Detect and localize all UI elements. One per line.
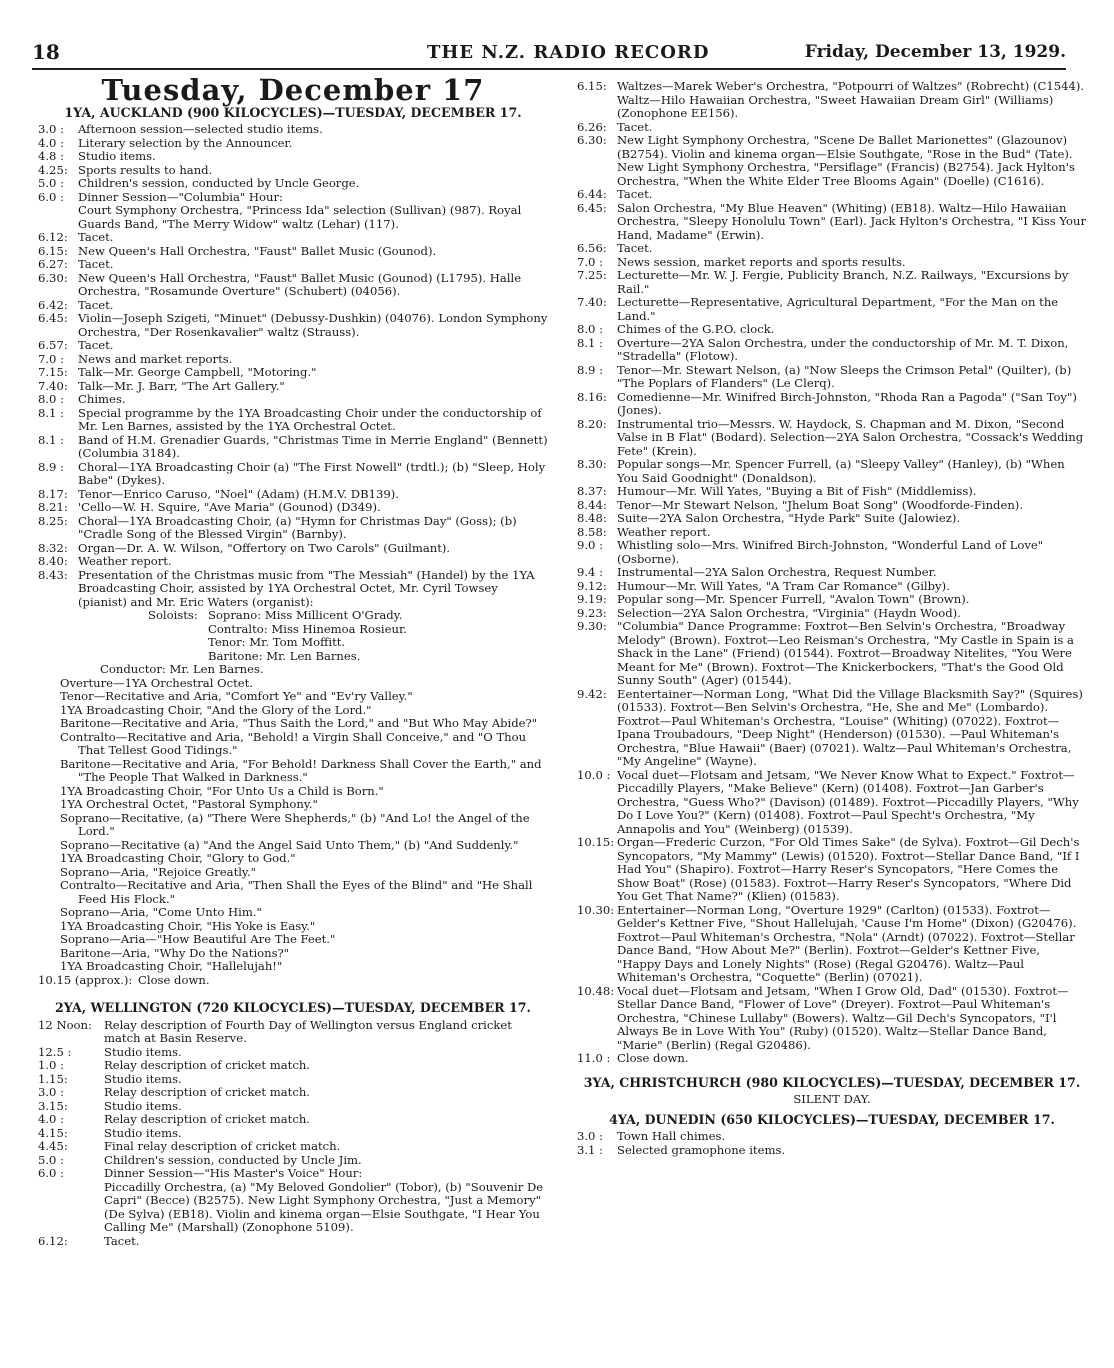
item-time: 7.40: [38,378,68,393]
messiah-item: Contralto—Recitative and Aria, "Then Shall the Eyes of the Blind" and "He Shall Feed His Flock." [60,878,533,906]
item-description: Relay description of cricket match. [104,1085,310,1099]
soloist: Baritone: Mr. Len Barnes. [208,648,361,663]
programme-item [38,123,548,137]
messiah-item: 1YA Broadcasting Choir, "Hallelujah!" [60,959,283,973]
soloist: Tenor: Mr. Tom Moffitt. [208,635,346,649]
item-description: Afternoon session—selected studio items. [78,122,323,136]
item-description: Relay description of cricket match. [104,1058,310,1072]
programme-item [577,836,1087,904]
item-time: 12.5 : [38,1044,72,1059]
item-time: 6.0 : [38,189,65,204]
item-time: 3.0 : [577,1129,604,1143]
item-description: New Light Symphony Orchestra, "Scene De Ballet Marionettes" (Glazounov) (B2754). Violin and kinema organ—Elsie Southgate, "Rose in the Bud" (Tate). New Light Symphony Orchestra, "Persiflage" (Francis) (B2754). Jack Hylton's Orchestra, "When the White Elder Tree Blooms Again" (Doelle) (C1616). [617,133,1075,188]
programme-item [577,337,1087,364]
programme-item [38,461,548,488]
programme-item [577,242,1087,256]
item-time: 4.0 : [38,1112,65,1126]
item-description: "Columbia" Dance Programme: Foxtrot—Ben Selvin's Orchestra, "Broadway Melody" (Brown). Foxtrot—Leo Reisman's Orchestra, "My Castle in Spain is a Shack in the Lane" (Friend) (01544). Foxtrot—Broadway Nitelites, "You Were Meant for Me" (Brown). Foxtrot—The Knickerbockers, "That's the Good Old Sunny South" (Ager) (01544). [617,619,1074,687]
item-description: Presentation of the Christmas music from "The Messiah" (Handel) by the 1YA Broadcasting Choir, assisted by 1YA Orchestral Octet, Mr. Cyril Towsey (pianist) and Mr. Eric Waters (organist): [78,567,535,609]
item-description: Relay description of cricket match. [104,1112,310,1126]
item-description: Final relay description of cricket match. [104,1139,341,1153]
item-description: Studio items. [78,149,156,163]
item-time: 11.0 : [577,1051,611,1065]
messiah-item: Baritone—Recitative and Aria, "Thus Saith the Lord," and "But Who May Abide?" [60,716,538,730]
item-time: 8.30: [577,457,607,471]
messiah-item: 1YA Broadcasting Choir, "Glory to God." [60,851,296,865]
item-time: 9.12: [577,578,607,593]
programme-item [38,393,548,407]
messiah-item: 1YA Orchestral Octet, "Pastoral Symphony." [60,797,318,811]
programme-item [38,1127,548,1141]
item-description: Choral—1YA Broadcasting Choir, (a) "Hymn for Christmas Day" (Goss); (b) "Cradle Song of the Blessed Virgin" (Barnby). [78,513,517,541]
item-time: 9.23: [577,605,607,620]
item-description: News session, market reports and sports results. [617,254,906,269]
item-description: Eentertainer—Norman Long, "What Did the Village Blacksmith Say?" (Squires) (01533). Foxtrot—Ben Selvin's Orchestra, "He, She and Me" (Lombardo). Foxtrot—Paul Whiteman's Orchestra, "Louise" (Whiting) (07022). Foxtrot—Ipana Troubadours, "Deep Night" (Henderson) (01530). —Paul Whiteman's Orchestra, "Blue Hawaii" (Baer) (07021). Waltz—Paul Whiteman's Orchestra, "My Angeline" (Wayne). [617,686,1083,768]
item-time: 9.4 : [577,565,604,579]
programme-item [38,353,548,367]
item-time: 3.0 : [38,122,65,136]
item-description: Vocal duet—Flotsam and Jetsam, "We Never Know What to Expect." Foxtrot—Piccadilly Players, "Make Believe" (Kern) (01408). Foxtrot—Jan Garber's Orchestra, "Guess Who?" (Davison) (01489). Foxtrot—Piccadilly Players, "Why Do I Love You?" (Kern) (01408). Foxtrot—Paul Specht's Orchestra, "My Annapolis and You" (Weinberg) (01539). [617,767,1079,836]
item-time: 6.27: [38,257,68,271]
item-description: Studio items. [104,1044,182,1059]
item-time: 9.0 : [577,538,604,552]
programme-item [38,1181,548,1235]
programme-item [577,202,1087,243]
item-time: 9.30: [577,619,607,633]
item-description: Children's session, conducted by Uncle Jim. [104,1152,362,1167]
item-description: Popular song—Mr. Spencer Furrell, "Avalon Town" (Brown). [617,592,970,606]
programme-item [38,1073,548,1087]
messiah-item: Soprano—Recitative (a) "And the Angel Said Unto Them," (b) "And Suddenly." [60,837,519,852]
close-desc: Close down. [138,972,210,987]
item-time: 7.0 : [577,254,604,269]
item-description: Selected gramophone items. [617,1142,786,1157]
programme-item [577,418,1087,459]
issue-date: Friday, December 13, 1929. [804,42,1066,62]
programme-item [577,539,1087,566]
programme-item [38,515,548,542]
item-time: 6.26: [577,119,607,134]
item-description: Chimes of the G.P.O. clock. [617,322,775,336]
item-time: 6.42: [38,297,68,312]
messiah-item: Contralto—Recitative and Aria, "Behold! a Virgin Shall Conceive," and "O Thou That Tellest Good Tidings." [60,729,527,757]
programme-item [577,188,1087,202]
item-description: Violin—Joseph Szigeti, "Minuet" (Debussy-Dushkin) (04076). London Symphony Orchestra, "Der Rosenkavalier" waltz (Strauss). [78,311,548,339]
item-time: 6.12: [38,230,68,244]
item-time: 8.20: [577,416,607,431]
item-description: Weather report. [78,554,172,568]
item-time: 8.37: [577,484,607,498]
item-time: 6.12: [38,1233,68,1248]
item-description: Suite—2YA Salon Orchestra, "Hyde Park" Suite (Jalowiez). [617,511,961,525]
left-column [38,73,548,1248]
item-time: 8.9 : [38,459,65,474]
messiah-item: Baritone—Aria, "Why Do the Nations?" [60,945,290,960]
programme-item [38,299,548,313]
item-description: Choral—1YA Broadcasting Choir (a) "The First Nowell" (trdtl.); (b) "Sleep, Holy Babe" (Dykes). [78,459,546,487]
item-description: Studio items. [104,1098,182,1113]
item-time: 6.45: [577,200,607,215]
item-time: 4.25: [38,162,68,177]
programme-item [38,1100,548,1114]
item-time: 5.0 : [38,176,65,190]
item-description: Selection—2YA Salon Orchestra, "Virginia" (Haydn Wood). [617,605,961,620]
programme-item [38,204,548,231]
programme-item [38,1113,548,1127]
item-description: Dinner Session—"His Master's Voice" Hour: [104,1166,363,1180]
programme-item [38,1086,548,1100]
programme-item [38,1154,548,1168]
item-description: Sports results to hand. [78,162,213,177]
programme-item [38,1046,548,1060]
item-time: 7.15: [38,365,68,379]
item-description: Children's session, conducted by Uncle George. [78,176,360,190]
programme-item [577,688,1087,769]
programme-item [577,256,1087,270]
messiah-item: Soprano—Aria, "Come Unto Him." [60,905,262,919]
programme-item [38,1059,548,1073]
item-description: Studio items. [104,1125,182,1140]
item-time: 5.0 : [38,1152,65,1167]
programme-item [38,569,548,610]
programme-item [38,366,548,380]
item-description: Piccadilly Orchestra, (a) "My Beloved Gondolier" (Tobor), (b) "Souvenir De Capri" (Becce) (B2575). New Light Symphony Orchestra, "Just a Memory" (De Sylva) (EB18). Violin and kinema organ—Elsie Southgate, "I Hear You Calling Me" (Marshall) (Zonophone 5109). [104,1179,544,1234]
programme-item [577,620,1087,688]
programme-item [38,380,548,394]
programme-item [38,1019,548,1046]
item-time: 10.15: [577,835,615,849]
programme-item [38,501,548,515]
soloists-label: Soloists: [148,608,198,622]
item-description: Tacet. [617,187,653,201]
item-description: Whistling solo—Mrs. Winifred Birch-Johnston, "Wonderful Land of Love" (Osborne). [617,538,1044,566]
item-time: 6.0 : [38,1166,65,1180]
soloist: Soprano: Miss Millicent O'Grady. [208,608,403,622]
item-description: Instrumental trio—Messrs. W. Haydock, S. Chapman and M. Dixon, "Second Valse in B Flat" (Bodard). Selection—2YA Salon Orchestra, "Cossack's Wedding Fete" (Krein). [617,416,1084,458]
programme-item [38,1140,548,1154]
programme-item [38,272,548,299]
programme-item [38,434,548,461]
item-description: Tacet. [78,230,114,244]
station-heading-4ya: 4YA, DUNEDIN (650 KILOCYCLES)—TUESDAY, DECEMBER 17. [609,1111,1055,1127]
item-time: 7.40: [577,295,607,309]
item-description: Organ—Dr. A. W. Wilson, "Offertory on Two Carols" (Guilmant). [78,540,451,555]
item-time: 8.48: [577,511,607,525]
programme-item [577,769,1087,837]
item-time: 8.17: [38,486,68,501]
programme-item [577,296,1087,323]
programme-item [577,607,1087,621]
programme-list-2ya-cont [577,80,1087,1066]
programme-item [577,80,1087,121]
item-description: Tacet. [617,119,653,134]
close-row [38,974,548,988]
item-time: 8.1 : [577,335,604,350]
item-description: Relay description of Fourth Day of Wellington versus England cricket match at Basin Reserve. [104,1017,512,1045]
item-time: 10.0 : [577,767,611,782]
item-time: 9.42: [577,686,607,701]
messiah-item: Soprano—Aria, "Rejoice Greatly." [60,864,256,879]
item-time: 10.30: [577,902,615,917]
item-time: 8.9 : [577,362,604,377]
item-description: Special programme by the 1YA Broadcasting Choir under the conductorship of Mr. Len Barnes, assisted by the 1YA Orchestral Octet. [78,405,542,433]
item-description: Entertainer—Norman Long, "Overture 1929" (Carlton) (01533). Foxtrot—Gelder's Kettner Five, "Shout Hallelujah, 'Cause I'm Home" (Dixon) (G20476). Foxtrot—Paul Whiteman's Orchestra, "Nola" (Arndt) (07022). Foxtrot—Stellar Dance Band, "How About Me?" (Berlin). Foxtrot—Gelder's Kettner Five, "Happy Days and Lonely Nights" (Rose) (Regal G20476). Waltz—Paul Whiteman's Orchestra, "Coquette" (Berlin) (07021). [617,902,1077,984]
item-time: 8.1 : [38,405,65,420]
messiah-item: Baritone—Recitative and Aria, "For Behold! Darkness Shall Cover the Earth," and "The People That Walked in Darkness." [60,756,542,784]
programme-item [38,191,548,205]
right-column [577,80,1087,1157]
item-time: 4.0 : [38,135,65,150]
programme-item [577,1052,1087,1066]
programme-item [577,1144,1087,1158]
item-description: Court Symphony Orchestra, "Princess Ida" selection (Sullivan) (987). Royal Guards Band, "The Merry Widow" waltz (Lehar) (117). [78,203,522,231]
programme-item [577,512,1087,526]
header-rule [32,68,1066,70]
item-time: 10.48: [577,983,615,998]
item-time: 8.16: [577,389,607,404]
item-description: Comedienne—Mr. Winifred Birch-Johnston, "Rhoda Ran a Pagoda" ("San Toy") (Jones). [617,389,1077,417]
paper-title: THE N.Z. RADIO RECORD [427,42,710,63]
item-description: Overture—2YA Salon Orchestra, under the conductorship of Mr. M. T. Dixon, "Stradella" (Flotow). [617,335,1069,363]
programme-list-4ya [577,1130,1087,1157]
programme-item [38,407,548,434]
programme-item [577,391,1087,418]
item-description: News and market reports. [78,351,233,366]
page-number: 18 [32,40,60,64]
item-description: Organ—Frederic Curzon, "For Old Times Sake" (de Sylva). Foxtrot—Gil Dech's Syncopators, "My Mammy" (Lewis) (01520). Foxtrot—Stellar Dance Band, "If I Had You" (Shapiro). Foxtrot—Harry Reser's Syncopators, "Here Comes the Show Boat" (Rose) (01583). Foxtrot—Harry Reser's Syncopators, "Where Did You Get That Name?" (Klien) (01583). [617,835,1080,903]
programme-item [577,269,1087,296]
programme-item [577,1130,1087,1144]
programme-list-1ya [38,123,548,609]
item-description: Studio items. [104,1071,182,1086]
item-description: Waltzes—Marek Weber's Orchestra, "Potpourri of Waltzes" (Robrecht) (C1544). Waltz—Hilo Hawaiian Orchestra, "Sweet Hawaiian Dream Girl" (Williams) (Zonophone EE156). [617,79,1085,120]
programme-item [38,339,548,353]
programme-item [577,121,1087,135]
programme-item [577,134,1087,188]
programme-item [577,985,1087,1053]
programme-item [38,164,548,178]
item-description: Tacet. [78,338,114,352]
programme-item [38,1167,548,1181]
item-description: 'Cello—W. H. Squire, "Ave Maria" (Gounod) (D349). [78,500,381,514]
item-time: 3.1 : [577,1142,604,1157]
item-description: New Queen's Hall Orchestra, "Faust" Ballet Music (Gounod) (L1795). Halle Orchestra, "Rosamunde Overture" (Schubert) (04056). [78,270,522,298]
item-time: 6.44: [577,187,607,201]
programme-item [38,231,548,245]
programme-item [38,150,548,164]
conductor: Conductor: Mr. Len Barnes. [100,662,264,676]
item-description: Lecturette—Mr. W. J. Fergie, Publicity Branch, N.Z. Railways, "Excursions by Rail." [617,268,1069,296]
item-description: Literary selection by the Announcer. [78,135,293,150]
silent-day: SILENT DAY. [793,1092,871,1106]
programme-item [38,137,548,151]
item-time: 8.43: [38,567,68,582]
item-description: Humour—Mr. Will Yates, "A Tram Car Romance" (Gilby). [617,578,950,593]
programme-item [577,485,1087,499]
programme-item [38,488,548,502]
item-time: 4.15: [38,1125,68,1140]
page-header [32,40,1066,68]
item-description: Talk—Mr. J. Barr, "The Art Gallery." [78,378,285,393]
item-description: Dinner Session—"Columbia" Hour: [78,189,283,204]
item-description: Humour—Mr. Will Yates, "Buying a Bit of Fish" (Middlemiss). [617,484,977,498]
item-description: Tacet. [78,257,114,271]
item-time: 8.25: [38,513,68,528]
item-description: Weather report. [617,524,711,539]
item-time: 8.0 : [577,322,604,336]
item-description: Vocal duet—Flotsam and Jetsam, "When I Grow Old, Dad" (01530). Foxtrot—Stellar Dance Band, "Flower of Love" (Dreyer). Foxtrot—Paul Whiteman's Orchestra, "Chinese Lullaby" (Bowers). Waltz—Gil Dech's Syncopators, "I'l Always Be in Love With You" (Ruby) (01520). Waltz—Stellar Dance Band, "Marie" (Berlin) (Regal G20486). [617,983,1069,1052]
messiah-item: 1YA Broadcasting Choir, "His Yoke is Easy." [60,918,316,933]
item-description: Popular songs—Mr. Spencer Furrell, (a) "Sleepy Valley" (Hanley), (b) "When You Said Goodnight" (Donaldson). [617,457,1065,485]
item-time [38,204,78,231]
item-time [38,1181,104,1235]
programme-item [577,904,1087,985]
item-description: Talk—Mr. George Campbell, "Motoring." [78,365,317,379]
page-title: Tuesday, December 17 [101,73,485,107]
messiah-item: Soprano—Aria—"How Beautiful Are The Feet." [60,932,336,946]
item-description: Instrumental—2YA Salon Orchestra, Request Number. [617,565,937,579]
item-time: 8.0 : [38,392,65,406]
messiah-list [38,677,548,974]
programme-item [577,323,1087,337]
programme-item [38,258,548,272]
item-time: 12 Noon: [38,1017,92,1032]
item-time: 6.30: [38,270,68,285]
item-time: 3.15: [38,1098,68,1113]
programme-item [38,177,548,191]
item-description: Tacet. [617,241,653,255]
item-time: 3.0 : [38,1085,65,1099]
programme-item [38,312,548,339]
item-time: 1.0 : [38,1058,65,1072]
programme-list-2ya [38,1019,548,1249]
item-description: Tenor—Enrico Caruso, "Noel" (Adam) (H.M.V. DB139). [78,486,399,501]
programme-item [38,245,548,259]
item-time: 8.40: [38,554,68,568]
item-time: 1.15: [38,1071,68,1086]
item-time: 8.1 : [38,432,65,447]
item-time: 4.45: [38,1139,68,1153]
item-time: 6.30: [577,133,607,147]
item-time: 9.19: [577,592,607,606]
item-time: 7.25: [577,268,607,282]
programme-item [577,499,1087,513]
item-description: Tacet. [104,1233,140,1248]
item-time: 6.56: [577,241,607,255]
programme-item [577,364,1087,391]
programme-item [577,580,1087,594]
station-heading-2ya: 2YA, WELLINGTON (720 KILOCYCLES)—TUESDAY, DECEMBER 17. [55,1000,531,1015]
soloists [38,609,548,663]
item-description: Chimes. [78,392,126,406]
item-description: Band of H.M. Grenadier Guards, "Christmas Time in Merrie England" (Bennett) (Columbia 3184). [78,432,548,460]
programme-item [577,593,1087,607]
programme-item [38,1235,548,1249]
item-time: 7.0 : [38,351,65,366]
item-description: Town Hall chimes. [617,1129,726,1143]
item-time: 4.8 : [38,149,65,163]
item-time: 8.44: [577,497,607,512]
station-heading-3ya: 3YA, CHRISTCHURCH (980 KILOCYCLES)—TUESDAY, DECEMBER 17. [583,1074,1081,1090]
programme-item [577,566,1087,580]
item-time: 6.57: [38,338,68,352]
programme-item [38,542,548,556]
messiah-item: 1YA Broadcasting Choir, "And the Glory of the Lord." [60,702,372,717]
messiah-item: Soprano—Recitative, (a) "There Were Shepherds," (b) "And Lo! the Angel of the Lord." [60,810,530,838]
soloist: Contralto: Miss Hinemoa Rosieur. [208,621,407,636]
item-description: Salon Orchestra, "My Blue Heaven" (Whiting) (EB18). Waltz—Hilo Hawaiian Orchestra, "Sleepy Honolulu Town" (Earl). Jack Hylton's Orchestra, "I Kiss Your Hand, Madame" (Erwin). [617,200,1087,242]
programme-item [38,555,548,569]
messiah-item: 1YA Broadcasting Choir, "For Unto Us a Child is Born." [60,783,384,798]
item-description: Tenor—Mr. Stewart Nelson, (a) "Now Sleeps the Crimson Petal" (Quilter), (b) "The Poplars of Flanders" (Le Clerq). [617,362,1072,390]
item-description: Tenor—Mr Stewart Nelson, "Jhelum Boat Song" (Woodforde-Finden). [617,497,1024,512]
messiah-item: Overture—1YA Orchestral Octet. [60,675,253,690]
item-time: 6.15: [38,243,68,258]
item-time: 6.15: [577,79,607,93]
item-time: 6.45: [38,311,68,325]
item-time: 8.21: [38,500,68,514]
programme-item [577,458,1087,485]
item-description: Close down. [617,1051,689,1065]
item-time: 8.32: [38,540,68,555]
item-time: 8.58: [577,524,607,539]
close-time: 10.15 (approx.): [38,972,133,987]
messiah-item: Tenor—Recitative and Aria, "Comfort Ye" and "Ev'ry Valley." [60,689,413,703]
item-description: New Queen's Hall Orchestra, "Faust" Ballet Music (Gounod). [78,243,437,258]
station-heading-1ya: 1YA, AUCKLAND (900 KILOCYCLES)—TUESDAY, DECEMBER 17. [64,104,522,120]
programme-item [577,526,1087,540]
item-description: Lecturette—Representative, Agricultural Department, "For the Man on the Land." [617,295,1059,323]
item-description: Tacet. [78,297,114,312]
